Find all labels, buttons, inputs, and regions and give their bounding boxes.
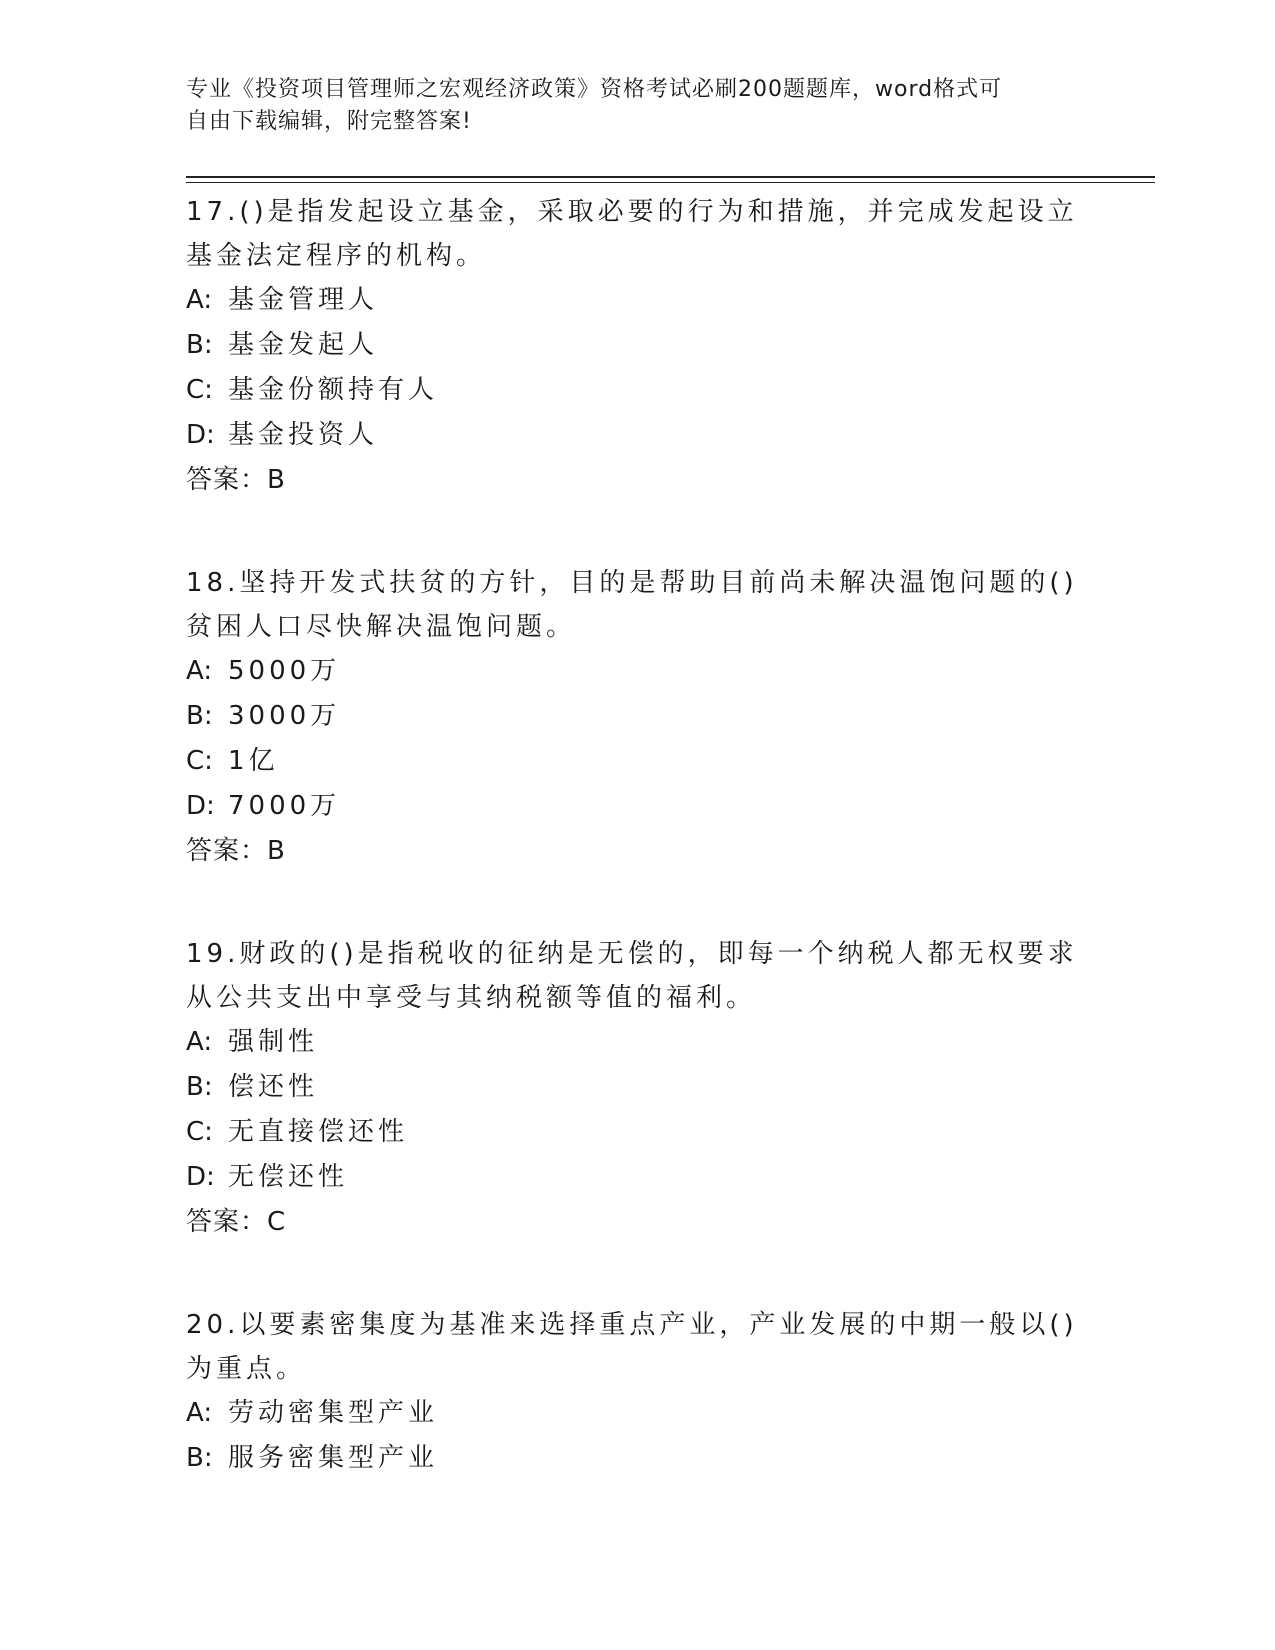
option-b xyxy=(186,1065,1086,1110)
question-17 xyxy=(186,190,1086,503)
option-letter: B: xyxy=(186,330,213,360)
question-stem: 19.财政的()是指税收的征纳是无偿的，即每一个纳税人都无权要求从公共支出中享受与其纳税额等值的福利。 xyxy=(186,939,1078,1013)
option-letter: C: xyxy=(186,375,213,405)
option-letter: A: xyxy=(186,1027,213,1057)
option-text: 无直接偿还性 xyxy=(228,1117,409,1147)
option-text: 无偿还性 xyxy=(228,1162,349,1192)
option-c xyxy=(186,1110,1086,1155)
option-letter: C: xyxy=(186,746,213,776)
document-header xyxy=(186,74,1066,138)
question-20 xyxy=(186,1303,1086,1481)
question-stem: 18.坚持开发式扶贫的方针，目的是帮助目前尚未解决温饱问题的()贫困人口尽快解决温饱问题。 xyxy=(186,568,1078,642)
option-d xyxy=(186,413,1086,458)
option-letter: B: xyxy=(186,701,213,731)
option-a xyxy=(186,649,1086,694)
option-c xyxy=(186,739,1086,784)
option-letter: D: xyxy=(186,1162,215,1192)
answer-line: 答案：B xyxy=(186,465,286,495)
question-stem: 20.以要素密集度为基准来选择重点产业，产业发展的中期一般以()为重点。 xyxy=(186,1310,1078,1384)
option-text: 3000万 xyxy=(228,701,341,731)
option-a xyxy=(186,1020,1086,1065)
option-d xyxy=(186,784,1086,829)
header-line-2: 自由下载编辑，附完整答案! xyxy=(186,109,472,134)
option-text: 1亿 xyxy=(228,746,279,776)
option-letter: D: xyxy=(186,791,215,821)
option-text: 强制性 xyxy=(228,1027,319,1057)
option-d xyxy=(186,1155,1086,1200)
option-c xyxy=(186,368,1086,413)
option-text: 基金投资人 xyxy=(228,420,379,450)
option-letter: A: xyxy=(186,285,213,315)
header-line-1: 专业《投资项目管理师之宏观经济政策》资格考试必刷200题题库，word格式可 xyxy=(186,77,1003,102)
option-letter: B: xyxy=(186,1443,213,1473)
option-text: 偿还性 xyxy=(228,1072,319,1102)
option-text: 基金发起人 xyxy=(228,330,379,360)
option-letter: A: xyxy=(186,656,213,686)
option-text: 服务密集型产业 xyxy=(228,1443,439,1473)
option-a xyxy=(186,278,1086,323)
option-text: 基金管理人 xyxy=(228,285,379,315)
question-stem: 17.()是指发起设立基金，采取必要的行为和措施，并完成发起设立基金法定程序的机构。 xyxy=(186,197,1078,271)
option-text: 7000万 xyxy=(228,791,341,821)
option-text: 5000万 xyxy=(228,656,341,686)
option-letter: C: xyxy=(186,1117,213,1147)
option-b xyxy=(186,323,1086,368)
question-list xyxy=(186,190,1086,1539)
header-divider-thick xyxy=(186,176,1155,178)
option-letter: D: xyxy=(186,420,215,450)
question-19 xyxy=(186,932,1086,1245)
option-text: 劳动密集型产业 xyxy=(228,1398,439,1428)
question-18 xyxy=(186,561,1086,874)
option-b xyxy=(186,1436,1086,1481)
option-letter: B: xyxy=(186,1072,213,1102)
option-text: 基金份额持有人 xyxy=(228,375,439,405)
header-divider-thin xyxy=(186,182,1155,183)
answer-line: 答案：C xyxy=(186,1207,287,1237)
option-letter: A: xyxy=(186,1398,213,1428)
option-b xyxy=(186,694,1086,739)
option-a xyxy=(186,1391,1086,1436)
answer-line: 答案：B xyxy=(186,836,286,866)
